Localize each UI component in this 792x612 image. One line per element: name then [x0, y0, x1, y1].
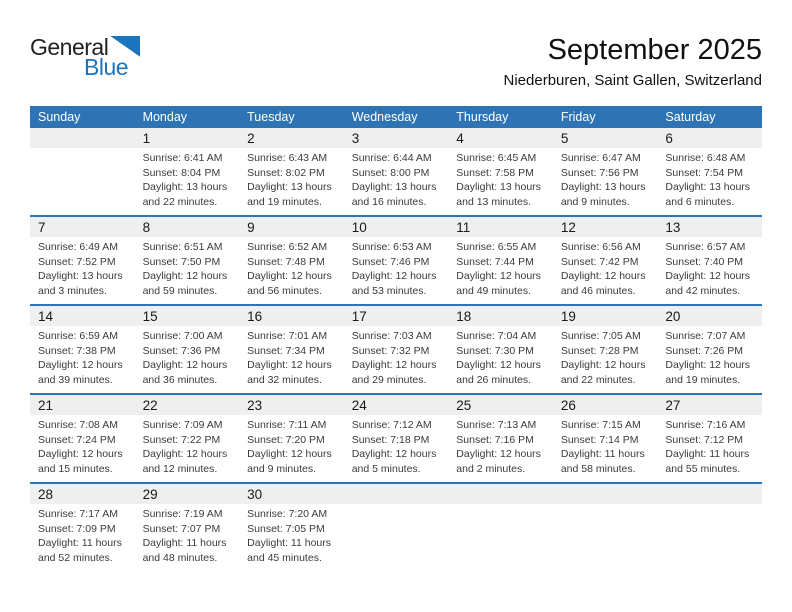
sunrise-text: Sunrise: 7:00 AM	[142, 330, 223, 342]
page-header	[0, 0, 792, 106]
day-cell-8	[135, 217, 240, 304]
weekday-header-friday: Friday	[560, 110, 596, 124]
daylight-text: Daylight: 13 hours and 3 minutes.	[38, 270, 123, 297]
daylight-text: Daylight: 12 hours and 12 minutes.	[142, 448, 228, 475]
day-number: 23	[239, 395, 344, 415]
day-details	[239, 504, 344, 571]
sunrise-text: Sunrise: 7:16 AM	[665, 419, 746, 431]
day-number: 19	[553, 306, 658, 326]
sunset-text: Sunset: 8:00 PM	[351, 166, 430, 179]
day-details	[135, 237, 240, 304]
daylight-text: Daylight: 11 hours and 48 minutes.	[142, 537, 227, 564]
day-cell-14	[30, 306, 135, 393]
sunset-text: Sunset: 7:42 PM	[560, 255, 639, 268]
sunset-text: Sunset: 7:22 PM	[142, 433, 221, 446]
logo-text-blue: Blue	[84, 54, 129, 80]
day-details	[135, 326, 240, 393]
day-number: 24	[344, 395, 449, 415]
daylight-text: Daylight: 13 hours and 6 minutes.	[665, 181, 751, 208]
sunset-text: Sunset: 8:04 PM	[142, 166, 221, 179]
day-number: 9	[239, 217, 344, 237]
day-details	[448, 148, 553, 215]
general-blue-logo	[30, 34, 180, 90]
weekday-header-row	[30, 106, 762, 128]
day-details	[448, 237, 553, 304]
sunrise-text: Sunrise: 6:55 AM	[456, 241, 537, 253]
day-number: 16	[239, 306, 344, 326]
daylight-text: Daylight: 13 hours and 16 minutes.	[351, 181, 437, 208]
daylight-text: Daylight: 12 hours and 59 minutes.	[142, 270, 228, 297]
day-details	[344, 237, 449, 304]
day-cell-7	[30, 217, 135, 304]
sunset-text: Sunset: 7:24 PM	[38, 433, 116, 446]
daylight-text: Daylight: 12 hours and 22 minutes.	[560, 359, 646, 386]
weekday-header-thursday: Thursday	[456, 110, 509, 124]
sunrise-text: Sunrise: 6:43 AM	[247, 152, 328, 164]
day-cell-10	[344, 217, 449, 304]
day-details	[344, 326, 449, 393]
sunset-text: Sunset: 7:40 PM	[665, 255, 744, 268]
day-cell-9	[239, 217, 344, 304]
sunrise-text: Sunrise: 6:48 AM	[665, 152, 746, 164]
sunrise-text: Sunrise: 7:07 AM	[665, 330, 746, 342]
daylight-text: Daylight: 11 hours and 45 minutes.	[247, 537, 331, 564]
sunset-text: Sunset: 7:09 PM	[38, 522, 116, 535]
day-number: 18	[448, 306, 553, 326]
daylight-text: Daylight: 12 hours and 9 minutes.	[247, 448, 332, 475]
daylight-text: Daylight: 12 hours and 49 minutes.	[456, 270, 541, 297]
day-number: 5	[553, 128, 658, 148]
sunset-text: Sunset: 7:20 PM	[247, 433, 325, 446]
sunset-text: Sunset: 7:05 PM	[247, 522, 325, 535]
day-cell-22	[135, 395, 240, 482]
week-row	[30, 128, 762, 215]
sunrise-text: Sunrise: 7:15 AM	[560, 419, 641, 431]
daylight-text: Daylight: 13 hours and 19 minutes.	[247, 181, 332, 208]
day-number: 13	[657, 217, 762, 237]
day-cell-1	[135, 128, 240, 215]
day-number	[657, 484, 762, 504]
day-cell-12	[553, 217, 658, 304]
day-number: 27	[657, 395, 762, 415]
day-cell-19	[553, 306, 658, 393]
weekday-header-tuesday: Tuesday	[247, 110, 295, 124]
day-number: 12	[553, 217, 658, 237]
day-details	[553, 326, 658, 393]
sunrise-text: Sunrise: 6:44 AM	[351, 152, 432, 164]
sunset-text: Sunset: 7:26 PM	[665, 344, 744, 357]
day-number: 15	[135, 306, 240, 326]
sunrise-text: Sunrise: 7:03 AM	[351, 330, 432, 342]
daylight-text: Daylight: 12 hours and 5 minutes.	[351, 448, 437, 475]
daylight-text: Daylight: 12 hours and 15 minutes.	[38, 448, 123, 475]
weekday-header-saturday: Saturday	[665, 110, 716, 124]
title-block	[504, 34, 762, 89]
day-cell-4	[448, 128, 553, 215]
sunrise-text: Sunrise: 6:51 AM	[142, 241, 223, 253]
calendar-table	[30, 106, 762, 571]
day-cell-18	[448, 306, 553, 393]
page-subtitle: Niederburen, Saint Gallen, Switzerland	[503, 72, 762, 89]
day-cell-27	[657, 395, 762, 482]
day-number: 8	[135, 217, 240, 237]
day-number: 1	[135, 128, 240, 148]
day-number: 30	[239, 484, 344, 504]
day-number: 17	[344, 306, 449, 326]
sunset-text: Sunset: 7:32 PM	[351, 344, 430, 357]
logo-text-general: General	[30, 34, 109, 60]
sunset-text: Sunset: 7:38 PM	[38, 344, 116, 357]
sunrise-text: Sunrise: 7:17 AM	[38, 508, 118, 520]
daylight-text: Daylight: 12 hours and 39 minutes.	[38, 359, 123, 386]
sunrise-text: Sunrise: 6:57 AM	[665, 241, 746, 253]
day-cell-17	[344, 306, 449, 393]
day-details	[344, 148, 449, 215]
sunset-text: Sunset: 7:16 PM	[456, 433, 534, 446]
sunrise-text: Sunrise: 7:01 AM	[247, 330, 328, 342]
day-number	[553, 484, 658, 504]
day-cell-23	[239, 395, 344, 482]
day-cell-empty	[448, 484, 553, 571]
sunset-text: Sunset: 7:52 PM	[38, 255, 116, 268]
daylight-text: Daylight: 12 hours and 46 minutes.	[560, 270, 646, 297]
sunrise-text: Sunrise: 7:20 AM	[247, 508, 328, 520]
daylight-text: Daylight: 11 hours and 52 minutes.	[38, 537, 122, 564]
week-row	[30, 393, 762, 482]
day-number: 10	[344, 217, 449, 237]
day-details	[239, 326, 344, 393]
daylight-text: Daylight: 12 hours and 29 minutes.	[351, 359, 437, 386]
day-cell-15	[135, 306, 240, 393]
day-details	[30, 504, 135, 571]
day-number: 14	[30, 306, 135, 326]
day-cell-20	[657, 306, 762, 393]
sunset-text: Sunset: 7:54 PM	[665, 166, 744, 179]
day-number: 26	[553, 395, 658, 415]
sunrise-text: Sunrise: 6:56 AM	[560, 241, 641, 253]
week-row	[30, 215, 762, 304]
day-cell-5	[553, 128, 658, 215]
day-number	[30, 128, 135, 148]
weekday-header-wednesday: Wednesday	[351, 110, 418, 124]
day-cell-empty	[657, 484, 762, 571]
daylight-text: Daylight: 12 hours and 2 minutes.	[456, 448, 541, 475]
day-cell-3	[344, 128, 449, 215]
day-details	[239, 415, 344, 482]
calendar-weeks	[30, 128, 762, 571]
sunrise-text: Sunrise: 6:45 AM	[456, 152, 537, 164]
sunrise-text: Sunrise: 7:08 AM	[38, 419, 118, 431]
sunset-text: Sunset: 7:46 PM	[351, 255, 430, 268]
day-details	[657, 148, 762, 215]
sunrise-text: Sunrise: 7:11 AM	[247, 419, 327, 431]
day-cell-2	[239, 128, 344, 215]
day-number: 11	[448, 217, 553, 237]
day-cell-empty	[553, 484, 658, 571]
sunset-text: Sunset: 7:50 PM	[142, 255, 221, 268]
day-details	[30, 237, 135, 304]
sunrise-text: Sunrise: 6:59 AM	[38, 330, 118, 342]
day-details	[553, 148, 658, 215]
sunset-text: Sunset: 7:12 PM	[665, 433, 744, 446]
sunrise-text: Sunrise: 7:19 AM	[142, 508, 223, 520]
day-details	[448, 415, 553, 482]
day-number	[344, 484, 449, 504]
daylight-text: Daylight: 11 hours and 58 minutes.	[560, 448, 645, 475]
daylight-text: Daylight: 13 hours and 9 minutes.	[560, 181, 646, 208]
week-row	[30, 482, 762, 571]
day-cell-28	[30, 484, 135, 571]
week-row	[30, 304, 762, 393]
day-details	[553, 504, 658, 571]
sunset-text: Sunset: 7:34 PM	[247, 344, 325, 357]
day-cell-16	[239, 306, 344, 393]
day-details	[344, 415, 449, 482]
day-number: 3	[344, 128, 449, 148]
day-number: 6	[657, 128, 762, 148]
sunset-text: Sunset: 7:44 PM	[456, 255, 534, 268]
sunrise-text: Sunrise: 7:13 AM	[456, 419, 537, 431]
sunrise-text: Sunrise: 6:49 AM	[38, 241, 118, 253]
day-details	[135, 504, 240, 571]
day-cell-30	[239, 484, 344, 571]
day-number: 7	[30, 217, 135, 237]
sunset-text: Sunset: 7:48 PM	[247, 255, 325, 268]
day-number: 25	[448, 395, 553, 415]
sunrise-text: Sunrise: 7:12 AM	[351, 419, 432, 431]
sunset-text: Sunset: 7:36 PM	[142, 344, 221, 357]
day-cell-13	[657, 217, 762, 304]
day-cell-26	[553, 395, 658, 482]
day-details	[344, 504, 449, 571]
sunset-text: Sunset: 7:28 PM	[560, 344, 639, 357]
day-details	[135, 148, 240, 215]
day-details	[135, 415, 240, 482]
sunrise-text: Sunrise: 7:05 AM	[560, 330, 641, 342]
day-number: 20	[657, 306, 762, 326]
day-details	[657, 415, 762, 482]
sunset-text: Sunset: 8:02 PM	[247, 166, 325, 179]
day-number: 4	[448, 128, 553, 148]
day-details	[553, 237, 658, 304]
day-number: 29	[135, 484, 240, 504]
day-number: 22	[135, 395, 240, 415]
day-details	[657, 326, 762, 393]
day-cell-25	[448, 395, 553, 482]
daylight-text: Daylight: 13 hours and 22 minutes.	[142, 181, 228, 208]
day-details	[30, 148, 135, 215]
day-details	[553, 415, 658, 482]
weekday-header-monday: Monday	[142, 110, 188, 124]
day-details	[30, 326, 135, 393]
sunset-text: Sunset: 7:18 PM	[351, 433, 430, 446]
day-cell-6	[657, 128, 762, 215]
day-cell-21	[30, 395, 135, 482]
sunrise-text: Sunrise: 6:47 AM	[560, 152, 641, 164]
sunset-text: Sunset: 7:56 PM	[560, 166, 639, 179]
day-number: 21	[30, 395, 135, 415]
sunrise-text: Sunrise: 6:52 AM	[247, 241, 328, 253]
day-cell-11	[448, 217, 553, 304]
weekday-header-sunday: Sunday	[38, 110, 81, 124]
daylight-text: Daylight: 13 hours and 13 minutes.	[456, 181, 541, 208]
day-details	[657, 504, 762, 571]
daylight-text: Daylight: 12 hours and 53 minutes.	[351, 270, 437, 297]
day-cell-24	[344, 395, 449, 482]
sunset-text: Sunset: 7:58 PM	[456, 166, 534, 179]
daylight-text: Daylight: 12 hours and 19 minutes.	[665, 359, 751, 386]
day-details	[30, 415, 135, 482]
day-number: 2	[239, 128, 344, 148]
daylight-text: Daylight: 11 hours and 55 minutes.	[665, 448, 750, 475]
day-details	[448, 504, 553, 571]
day-cell-29	[135, 484, 240, 571]
day-details	[657, 237, 762, 304]
day-details	[239, 237, 344, 304]
daylight-text: Daylight: 12 hours and 42 minutes.	[665, 270, 751, 297]
sunrise-text: Sunrise: 7:04 AM	[456, 330, 537, 342]
daylight-text: Daylight: 12 hours and 32 minutes.	[247, 359, 332, 386]
page-title: September 2025	[547, 34, 762, 66]
daylight-text: Daylight: 12 hours and 26 minutes.	[456, 359, 541, 386]
sunrise-text: Sunrise: 6:53 AM	[351, 241, 432, 253]
day-details	[239, 148, 344, 215]
day-number	[448, 484, 553, 504]
sunset-text: Sunset: 7:14 PM	[560, 433, 639, 446]
day-cell-empty	[30, 128, 135, 215]
sunrise-text: Sunrise: 6:41 AM	[142, 152, 223, 164]
day-cell-empty	[344, 484, 449, 571]
sunrise-text: Sunrise: 7:09 AM	[142, 419, 223, 431]
sunset-text: Sunset: 7:07 PM	[142, 522, 221, 535]
daylight-text: Daylight: 12 hours and 36 minutes.	[142, 359, 228, 386]
day-number: 28	[30, 484, 135, 504]
day-details	[448, 326, 553, 393]
daylight-text: Daylight: 12 hours and 56 minutes.	[247, 270, 332, 297]
sunset-text: Sunset: 7:30 PM	[456, 344, 534, 357]
